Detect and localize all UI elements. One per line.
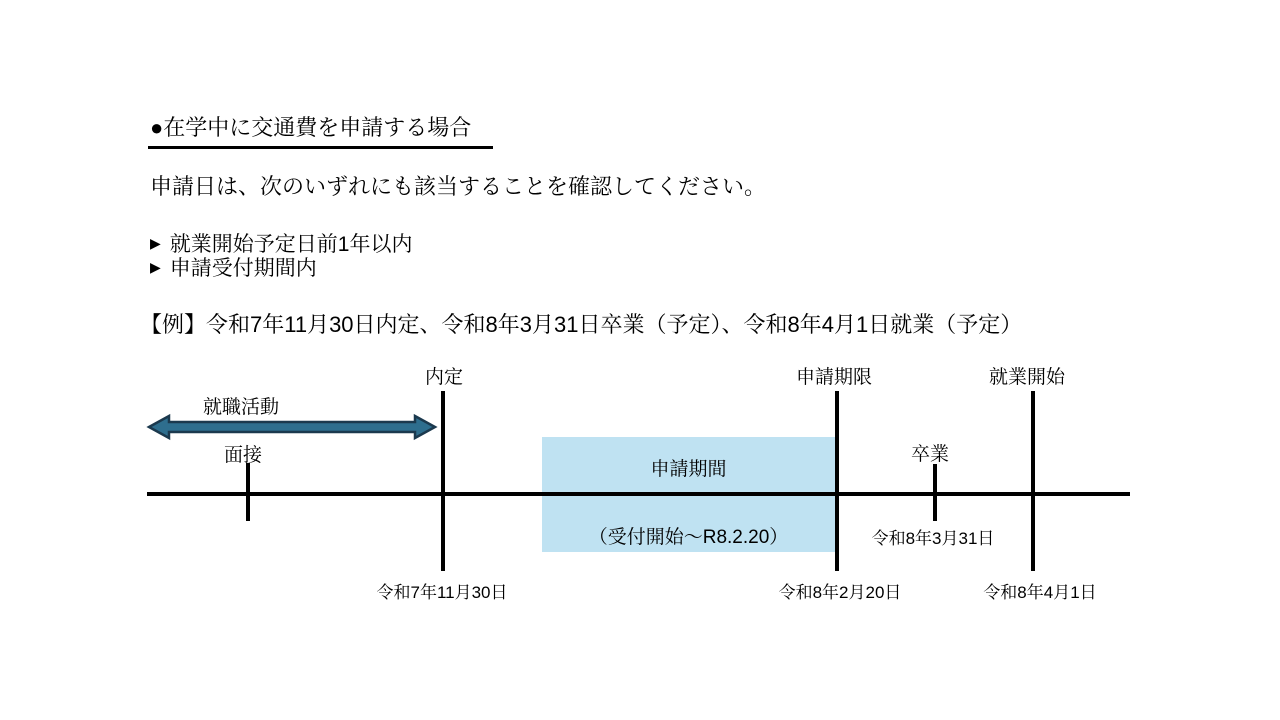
sotsugyo-label: 卒業 (911, 444, 950, 465)
employment-start-event-line (1031, 391, 1035, 571)
deadline-event-line (835, 391, 839, 571)
bullet-text: 就業開始予定日前1年以内 (169, 233, 413, 256)
sotsugyo-tick (933, 464, 937, 521)
sotsugyo-date: 令和8年3月31日 (871, 529, 995, 548)
application-period-title: 申請期間 (650, 459, 727, 480)
timeline-axis (147, 492, 1130, 496)
employment-start-label: 就業開始 (989, 367, 1066, 388)
deadline-label: 申請期限 (796, 367, 873, 388)
mensetsu-label: 面接 (224, 445, 263, 466)
naitei-label: 内定 (425, 367, 464, 388)
naitei-event-line (441, 391, 445, 571)
naitei-date: 令和7年11月30日 (376, 583, 508, 602)
double-arrow-icon (146, 413, 438, 441)
triangle-bullet-icon: ▶ (150, 234, 161, 251)
double-arrow-shape (149, 416, 435, 438)
example-text: 【例】令和7年11月30日内定、令和8年3月31日卒業（予定）、令和8年4月1日就業（予定） (140, 312, 1023, 337)
mensetsu-tick (246, 463, 250, 521)
triangle-bullet-icon: ▶ (150, 258, 161, 275)
bullet-item (150, 252, 317, 282)
job-hunting-label: 就職活動 (203, 397, 280, 418)
page-title: ●在学中に交通費を申請する場合 (148, 114, 493, 149)
bullet-text: 申請受付期間内 (169, 257, 317, 280)
application-period-subtitle: （受付開始～R8.2.20） (588, 527, 789, 548)
intro-text: 申請日は、次のいずれにも該当することを確認してください。 (150, 174, 767, 199)
deadline-date: 令和8年2月20日 (778, 583, 902, 602)
employment-start-date: 令和8年4月1日 (983, 583, 1097, 602)
